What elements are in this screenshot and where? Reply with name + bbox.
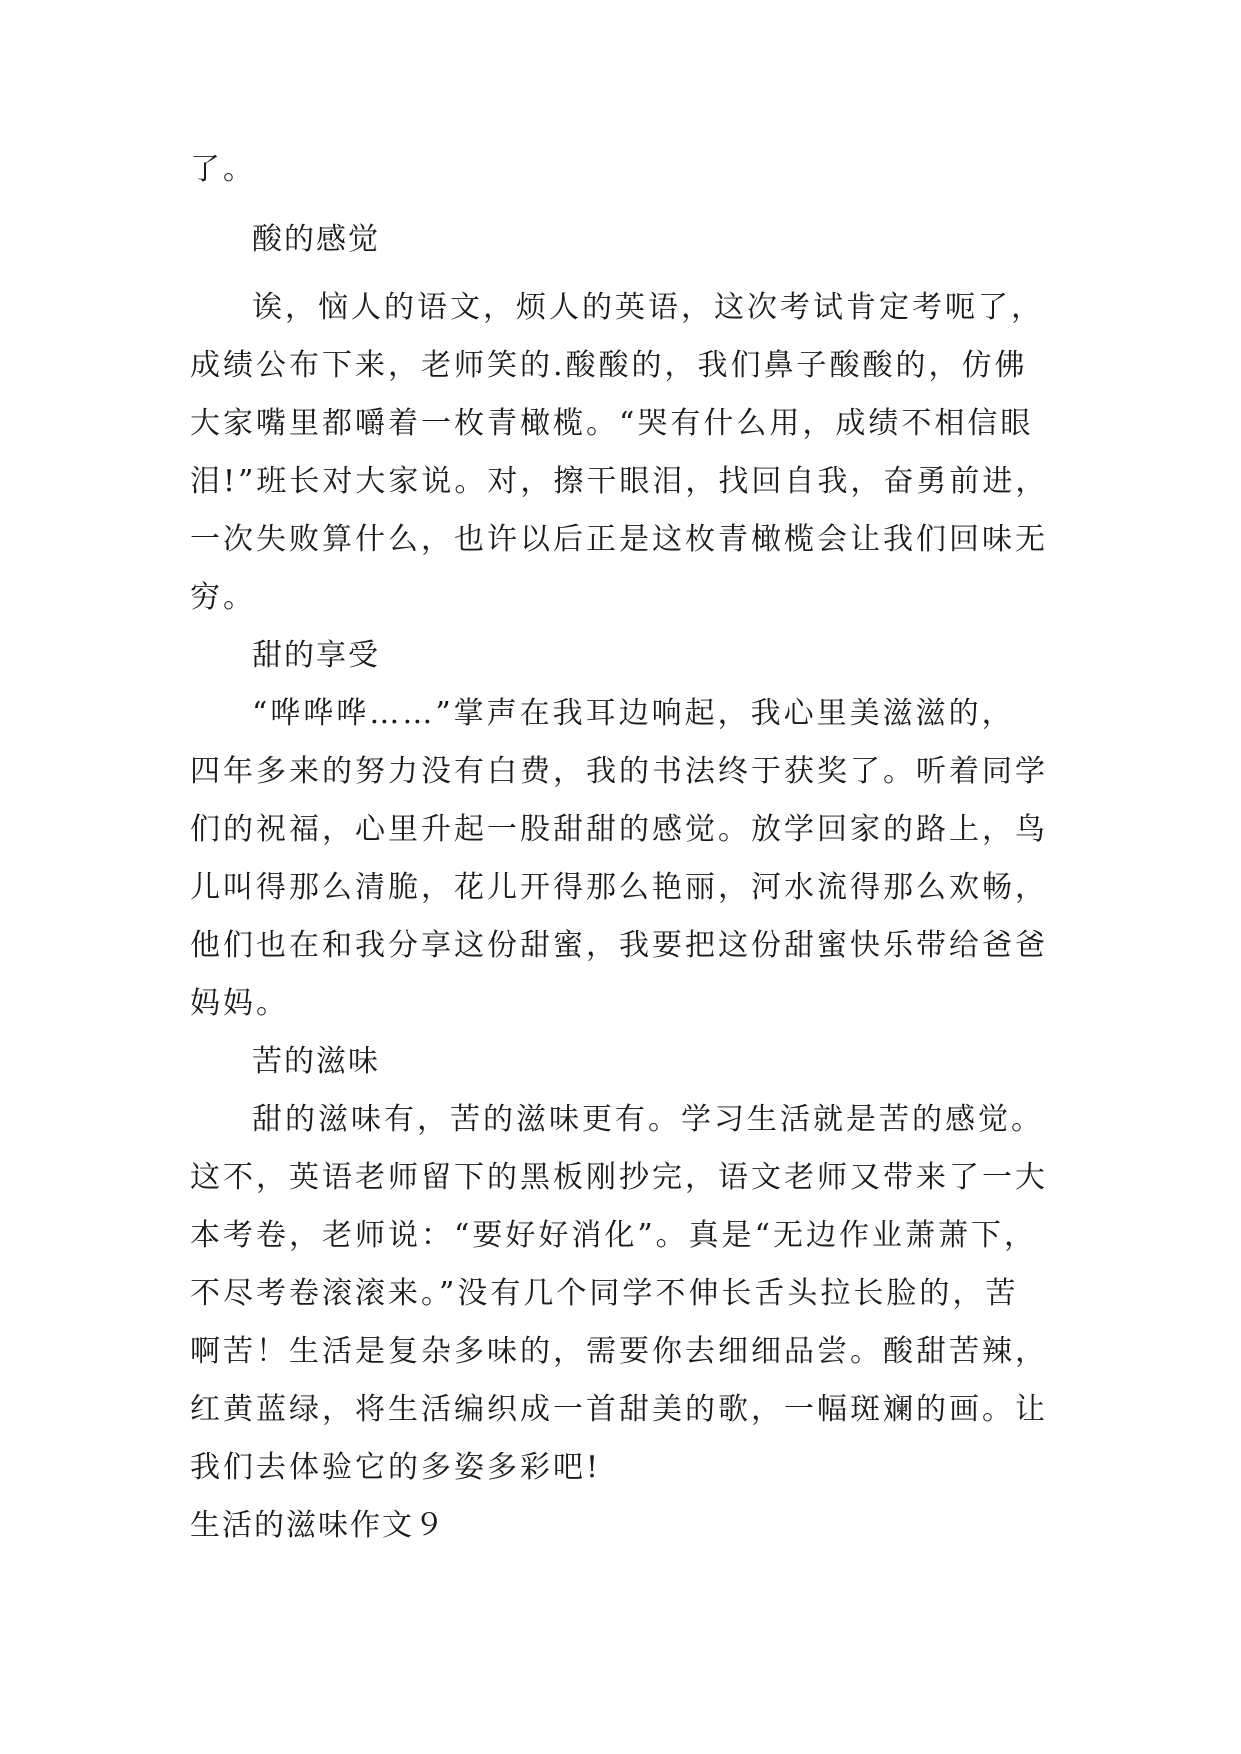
paragraph-line: 穷。 <box>190 580 256 615</box>
paragraph-line: 妈妈。 <box>190 986 289 1021</box>
paragraph-line: 这不，英语老师留下的黑板刚抄完，语文老师又带来了一大 <box>190 1160 1048 1195</box>
article-title: 生活的滋味作文９ <box>190 1508 446 1543</box>
paragraph-line: 了。 <box>190 152 256 187</box>
paragraph-line: 红黄蓝绿，将生活编织成一首甜美的歌，一幅斑斓的画。让 <box>190 1392 1048 1427</box>
paragraph-line: 成绩公布下来，老师笑的.酸酸的，我们鼻子酸酸的，仿佛 <box>190 348 1028 383</box>
paragraph-line: 啊苦！生活是复杂多味的，需要你去细细品尝。酸甜苦辣， <box>190 1334 1048 1369</box>
paragraph-line: 本考卷，老师说：“要好好消化”。真是“无边作业萧萧下， <box>190 1218 1038 1253</box>
paragraph-line: 诶，恼人的语文，烦人的英语，这次考试肯定考呃了， <box>252 290 1044 325</box>
section-heading-sweet: 甜的享受 <box>252 638 380 673</box>
paragraph-line: 们的祝福，心里升起一股甜甜的感觉。放学回家的路上，鸟 <box>190 812 1048 847</box>
paragraph-line: 儿叫得那么清脆，花儿开得那么艳丽，河水流得那么欢畅， <box>190 870 1048 905</box>
paragraph-line: 四年多来的努力没有白费，我的书法终于获奖了。听着同学 <box>190 754 1048 789</box>
paragraph-line: 不尽考卷滚滚来。”没有几个同学不伸长舌头拉长脸的，苦 <box>190 1276 1019 1311</box>
paragraph-line: 我们去体验它的多姿多彩吧! <box>190 1450 602 1485</box>
paragraph-line: “哗哗哗……”掌声在我耳边响起，我心里美滋滋的， <box>252 696 1015 731</box>
paragraph-line: 甜的滋味有，苦的滋味更有。学习生活就是苦的感觉。 <box>252 1102 1044 1137</box>
section-heading-sour: 酸的感觉 <box>252 222 380 257</box>
paragraph-line: 泪!”班长对大家说。对，擦干眼泪，找回自我，奋勇前进， <box>190 464 1049 499</box>
section-heading-bitter: 苦的滋味 <box>252 1044 380 1079</box>
paragraph-line: 大家嘴里都嚼着一枚青橄榄。“哭有什么用，成绩不相信眼 <box>190 406 1034 441</box>
paragraph-line: 他们也在和我分享这份甜蜜，我要把这份甜蜜快乐带给爸爸 <box>190 928 1048 963</box>
paragraph-line: 一次失败算什么，也许以后正是这枚青橄榄会让我们回味无 <box>190 522 1048 557</box>
